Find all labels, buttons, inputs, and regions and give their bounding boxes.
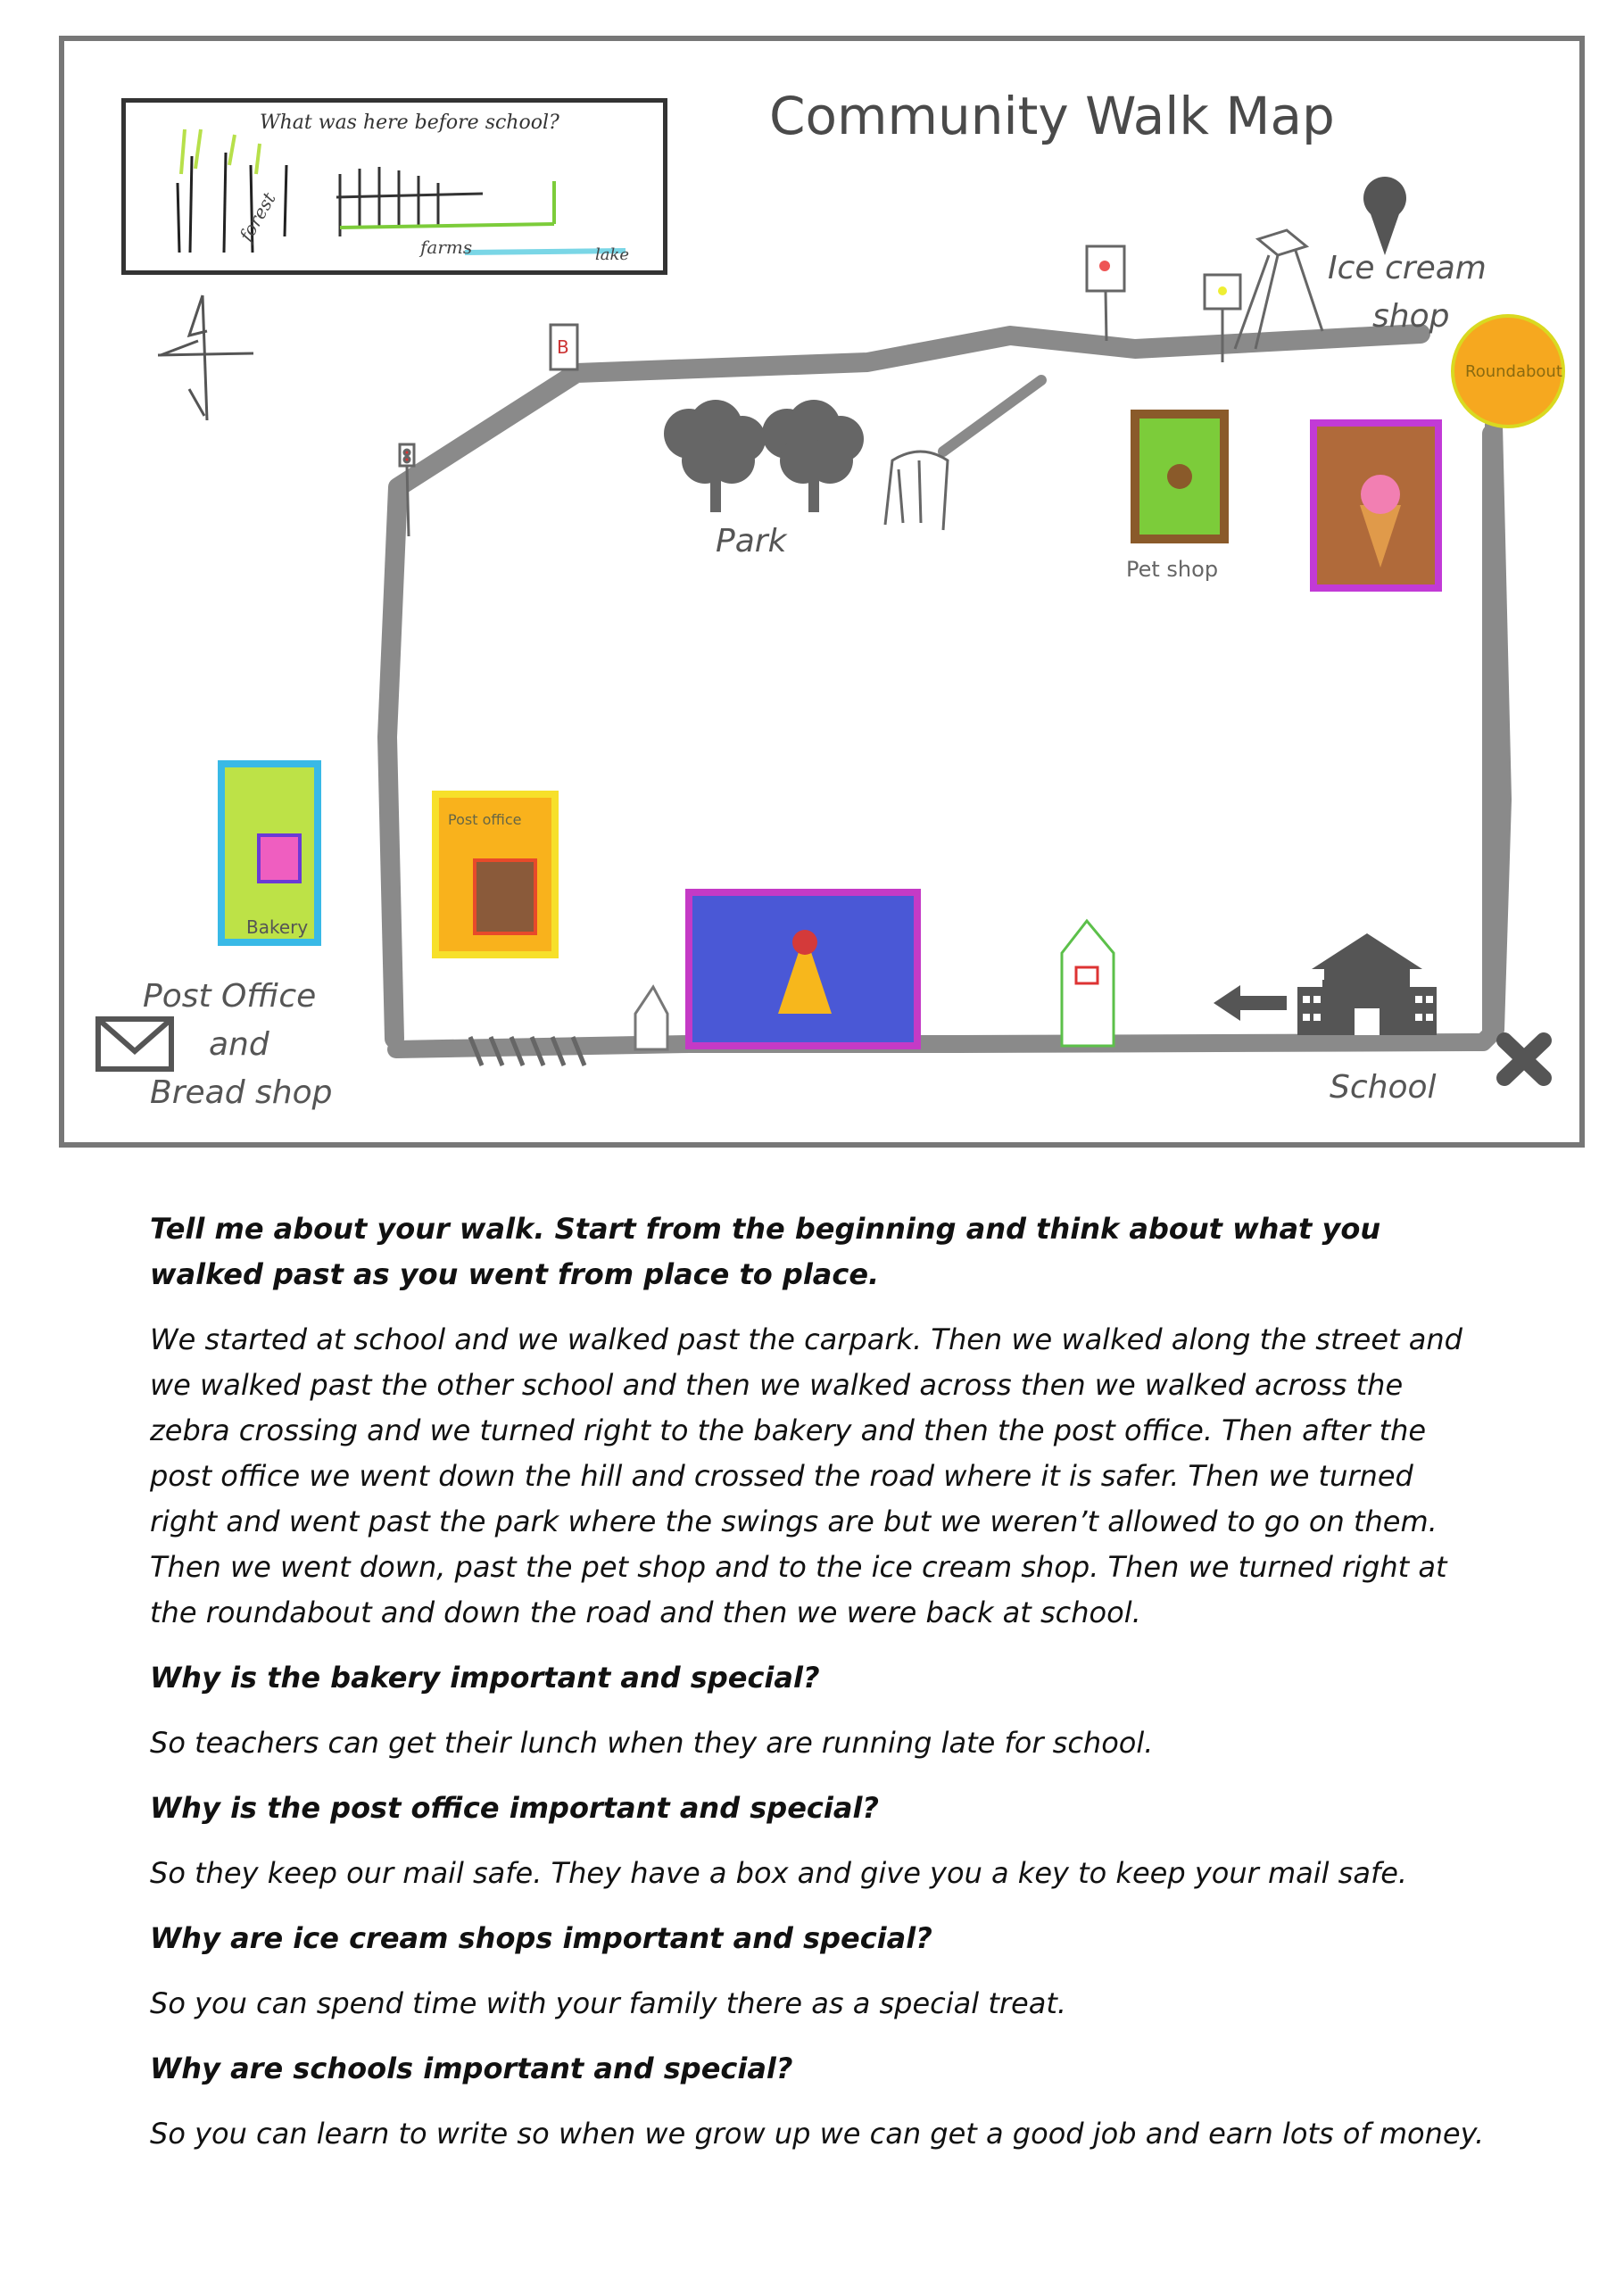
- arrow-left-icon: [1214, 985, 1287, 1021]
- post-office-label-line2: and: [209, 1026, 269, 1063]
- question-ice-cream: Why are ice cream shops important and special?: [150, 1921, 932, 1955]
- question-walk: Tell me about your walk. Start from the beginning and think about what you walked past as you went from place to place.: [150, 1212, 1381, 1291]
- school-building-icon: [1297, 933, 1437, 1035]
- inset-title: What was here before school?: [260, 112, 559, 134]
- interview-text: [150, 1206, 1488, 2176]
- community-walk-map: [59, 36, 1585, 1148]
- post-office-label-line1: Post Office: [143, 978, 317, 1015]
- ice-cream-shop-label-line2: shop: [1372, 298, 1450, 335]
- svg-text:Post office: Post office: [448, 811, 522, 828]
- other-school-drawing: [689, 892, 917, 1046]
- park-label: Park: [716, 523, 787, 559]
- question-schools: Why are schools important and special?: [150, 2051, 793, 2085]
- house-drawing: [1062, 921, 1114, 1046]
- svg-text:Roundabout: Roundabout: [1465, 362, 1562, 381]
- x-mark-icon: [1504, 1040, 1544, 1078]
- question-post-office: Why is the post office important and special?: [150, 1791, 879, 1825]
- ice-cream-shop-label-line1: Ice cream: [1328, 250, 1487, 286]
- inset-drawing: [126, 103, 663, 270]
- map-title: Community Walk Map: [769, 86, 1335, 146]
- tree-icon: [762, 400, 864, 512]
- svg-text:Pet shop: Pet shop: [1126, 557, 1219, 582]
- house-drawing: [635, 987, 667, 1049]
- compass-drawing: [158, 295, 253, 420]
- history-inset: [121, 98, 667, 275]
- svg-text:Bakery: Bakery: [246, 916, 309, 938]
- bakery-drawing: [221, 764, 318, 942]
- ice-cream-shop-drawing: [1313, 423, 1438, 588]
- tree-icon: [664, 400, 766, 512]
- ice-cream-icon: [1363, 177, 1406, 255]
- svg-text:B: B: [557, 336, 569, 358]
- swing-drawing: [885, 452, 948, 530]
- answer-post-office: So they keep our mail safe. They have a box and give you a key to keep your mail safe.: [150, 1856, 1408, 1890]
- answer-walk: We started at school and we walked past the carpark. Then we walked along the street and we walked past the other school and then we walked across then we walked across the zebra crossing and we turned right to the bakery and then the post office. Then after the post office we went down the hill and crossed the road where it is safer. Then we turned right and went past the park where the swings are but we weren’t allowed to go on them. Then we went down, past the pet shop and to the ice cream shop. Then we turned right at the roundabout and down the road and then we were back at school.: [150, 1322, 1462, 1629]
- inset-label-forest: forest: [235, 188, 280, 245]
- answer-bakery: So teachers can get their lunch when they are running late for school.: [150, 1726, 1154, 1760]
- question-bakery: Why is the bakery important and special?: [150, 1661, 820, 1695]
- inset-label-farms: farms: [420, 236, 473, 258]
- road-signs: [400, 246, 1240, 536]
- pet-shop-drawing: [1126, 414, 1224, 582]
- post-office-label-line3: Bread shop: [150, 1074, 333, 1111]
- roundabout-drawing: [1453, 316, 1563, 427]
- school-label: School: [1330, 1069, 1437, 1106]
- envelope-icon: [98, 1019, 171, 1069]
- answer-ice-cream: So you can spend time with your family there as a special treat.: [150, 1986, 1067, 2020]
- answer-schools: So you can learn to write so when we grow up we can get a good job and earn lots of money.: [150, 2117, 1485, 2151]
- inset-label-lake: lake: [595, 245, 630, 264]
- post-office-drawing: [435, 794, 555, 955]
